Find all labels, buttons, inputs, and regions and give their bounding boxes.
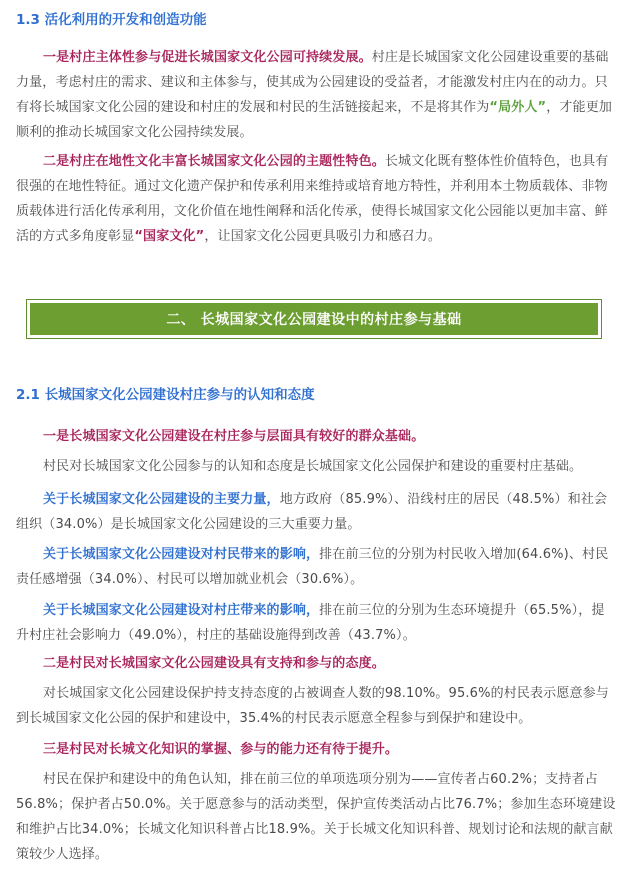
point-lead-3 [16, 737, 616, 762]
paragraph-body: 排在前三位的分别为生态环境提升（65.5%），提升村庄社会影响力（49.0%），村庄的基础设施得到改善（43.7%）。 [16, 603, 605, 643]
paragraph-lead: 关于长城国家文化公园建设对村民带来的影响， [43, 547, 320, 562]
point-lead-1 [16, 424, 616, 449]
highlight-quote: “国家文化” [134, 229, 205, 244]
paragraph-local-culture [16, 149, 616, 249]
paragraph-awareness: 村民对长城国家文化公园参与的认知和态度是长城国家文化公园保护和建设的重要村庄基础。 [43, 459, 583, 474]
paragraph-impact-villagers [16, 542, 616, 592]
paragraph-lead: 关于长城国家文化公园建设对村庄带来的影响， [43, 603, 320, 618]
paragraph-lead: 一是村庄主体性参与促进长城国家文化公园可持续发展。 [43, 50, 372, 65]
paragraph-main-forces [16, 487, 616, 537]
point-lead-text: 二是村民对长城国家文化公园建设具有支持和参与的态度。 [43, 656, 385, 671]
paragraph-knowledge-ability: 村民在保护和建设中的角色认知，排在前三位的单项选项分别为——宣传者占60.2%；支持者占56.8%；保护者占50.0%。关于愿意参与的活动类型，保护宣传类活动占比76.7%；参加生态环境建设和维护占比34.0%；长城文化知识科普占比18.9%。关于长城文化知识科普、规划讨论和法规的献言献策较少人选择。 [16, 772, 616, 862]
point-lead-text: 一是长城国家文化公园建设在村庄参与层面具有较好的群众基础。 [43, 429, 425, 444]
section-heading-1-3: 1.3 活化利用的开发和创造功能 [16, 12, 207, 28]
paragraph-body: 村庄是长城国家文化公园建设重要的基础力量，考虑村庄的需求、建议和主体参与，使其成为公园建设的受益者，才能激发村庄内在的动力。只有将长城国家文化公园的建设和村庄的发展和村民的生活链接起来，不是将其作为 [16, 50, 609, 115]
paragraph-body: 长城文化既有整体性价值特色，也具有很强的在地性特征。通过文化遗产保护和传承利用来维持或培育地方特性，并利用本土物质载体、非物质载体进行活化传承利用，文化价值在地性阐释和活化传承，使得长城国家文化公园能以更加丰富、鲜活的方式多角度彰显 [16, 154, 609, 244]
paragraph-body: ，才能更加顺利的推动长城国家文化公园持续发展。 [16, 100, 613, 140]
highlight-quote: “局外人” [489, 100, 547, 115]
section-banner-title: 二、 长城国家文化公园建设中的村庄参与基础 [30, 303, 598, 335]
point-lead-text: 三是村民对长城文化知识的掌握、参与的能力还有待于提升。 [43, 742, 399, 757]
paragraph-impact-village [16, 598, 616, 648]
point-lead-2 [16, 651, 616, 676]
section-heading-2-1: 2.1 长城国家文化公园建设村庄参与的认知和态度 [16, 387, 315, 403]
paragraph-village-participation [16, 45, 616, 145]
section-banner [26, 299, 602, 339]
paragraph-body: ，让国家文化公园更具吸引力和感召力。 [204, 229, 442, 244]
paragraph-body: 排在前三位的分别为村民收入增加(64.6%)、村民责任感增强（34.0%）、村民可以增加就业机会（30.6%）。 [16, 547, 609, 587]
paragraph-lead: 二是村庄在地性文化丰富长城国家文化公园的主题性特色。 [43, 154, 385, 169]
paragraph-body: 地方政府（85.9%）、沿线村庄的居民（48.5%）和社会组织（34.0%）是长城国家文化公园建设的三大重要力量。 [16, 492, 608, 532]
paragraph-support-attitude: 对长城国家文化公园建设保护持支持态度的占被调查人数的98.10%。95.6%的村民表示愿意参与到长城国家文化公园的保护和建设中，35.4%的村民表示愿意全程参与到保护和建设中。 [16, 686, 609, 726]
paragraph-lead: 关于长城国家文化公园建设的主要力量， [43, 492, 280, 507]
